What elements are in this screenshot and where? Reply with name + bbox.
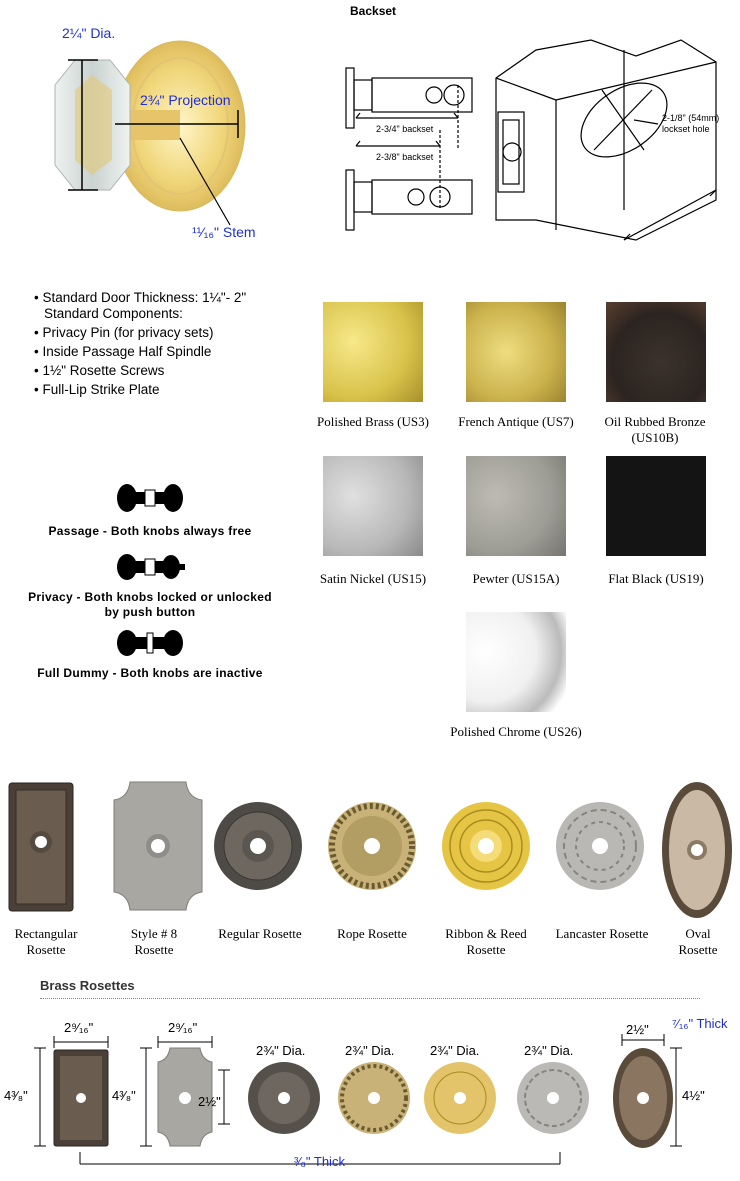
rosette-label: Style # 8 Rosette: [130, 926, 178, 957]
privacy-label-2: by push button: [104, 605, 196, 619]
finish-label: Satin Nickel (US15): [319, 571, 427, 586]
finish-label: Polished Brass (US3): [317, 414, 429, 429]
regular-dia-label: 2¾" Dia.: [256, 1043, 306, 1058]
knob-projection-label: 2¾" Projection: [140, 92, 231, 108]
rectangular-rosette-image: [8, 782, 74, 912]
oval-width-label: 2½": [626, 1022, 649, 1037]
privacy-label: Privacy - Both knobs locked or unlocked: [28, 590, 272, 604]
section-divider: [40, 998, 700, 999]
rect-height-label: 4³⁄₈": [4, 1088, 28, 1103]
specs-list: [34, 288, 304, 399]
spec-item: • Full-Lip Strike Plate: [34, 380, 304, 399]
spec-item: • 1½" Rosette Screws: [34, 361, 304, 380]
spec-item: • Inside Passage Half Spindle: [34, 342, 304, 361]
glass-knob-illustration: [20, 20, 300, 250]
finish-label: Pewter (US15A): [472, 571, 560, 586]
passage-function: [20, 482, 280, 539]
regular-rosette-image: [212, 800, 304, 892]
spec-item: Standard Components:: [44, 306, 183, 321]
dummy-knobs-icon: [115, 628, 185, 658]
finish-label: Polished Chrome (US26): [450, 724, 582, 739]
finish-swatch-french-antique: [466, 302, 566, 402]
spec-item: • Standard Door Thickness: 1¼"- 2": [34, 288, 304, 307]
rosette-thickness-label: ³⁄₈" Thick: [294, 1154, 345, 1169]
rosette-label: Rope Rosette: [337, 926, 407, 941]
finish-swatch-polished-chrome: [466, 612, 566, 712]
finish-label: Flat Black (US19): [608, 571, 704, 586]
backset-title: Backset: [350, 4, 397, 18]
passage-label: Passage - Both knobs always free: [48, 524, 252, 538]
backset-latch-drawing: [336, 0, 740, 270]
knob-diameter-label: 2¼" Dia.: [62, 25, 116, 41]
dummy-label: Full Dummy - Both knobs are inactive: [37, 666, 263, 680]
backset-diagram: [336, 0, 740, 270]
finish-swatch-flat-black: [606, 456, 706, 556]
style8-width-label: 2⁹⁄₁₆": [168, 1020, 198, 1035]
finish-label: Oil Rubbed Bronze (US10B): [604, 414, 706, 445]
lancaster-dia-label: 2¾" Dia.: [524, 1043, 574, 1058]
rope-dia-label: 2¾" Dia.: [345, 1043, 395, 1058]
finish-label: French Antique (US7): [458, 414, 574, 429]
passage-knobs-icon: [115, 482, 185, 514]
privacy-knobs-icon: [115, 552, 185, 582]
oval-thickness-label: ⁷⁄₁₆" Thick: [672, 1016, 728, 1031]
rosette-label: Rectangular Rosette: [14, 926, 78, 957]
lockset-hole-label-2: lockset hole: [662, 124, 710, 134]
style8-rosette-image: [112, 780, 204, 912]
backset-short-label: 2-3/8" backset: [376, 152, 434, 162]
oval-height-label: 4½": [682, 1088, 705, 1103]
finish-swatch-oil-rubbed-bronze: [606, 302, 706, 402]
lockset-hole-label-1: 2-1/8" (54mm): [662, 113, 720, 123]
rosette-label: Oval Rosette: [678, 926, 718, 957]
rect-width-label: 2⁹⁄₁₆": [64, 1020, 94, 1035]
rosette-label: Ribbon & Reed Rosette: [445, 926, 527, 957]
finish-swatch-polished-brass: [323, 302, 423, 402]
rope-rosette-image: [326, 800, 418, 892]
oval-rosette-image: [660, 780, 734, 920]
backset-long-label: 2-3/4" backset: [376, 124, 434, 134]
lancaster-rosette-image: [554, 800, 646, 892]
knob-diagram: [20, 20, 300, 250]
style8-inner-label: 2½": [198, 1094, 221, 1109]
rosette-label: Regular Rosette: [218, 926, 302, 941]
spec-item: • Privacy Pin (for privacy sets): [34, 323, 304, 342]
finish-swatch-pewter: [466, 456, 566, 556]
knob-stem-label: ¹¹⁄₁₆" Stem: [192, 224, 256, 240]
brass-rosettes-title: Brass Rosettes: [40, 978, 135, 993]
style8-height-label: 4³⁄₈": [112, 1088, 136, 1103]
rosette-label: Lancaster Rosette: [555, 926, 649, 941]
ribbon-reed-rosette-image: [440, 800, 532, 892]
ribbon-dia-label: 2¾" Dia.: [430, 1043, 480, 1058]
privacy-function: [20, 552, 280, 620]
finish-swatch-satin-nickel: [323, 456, 423, 556]
dummy-function: [20, 628, 280, 681]
